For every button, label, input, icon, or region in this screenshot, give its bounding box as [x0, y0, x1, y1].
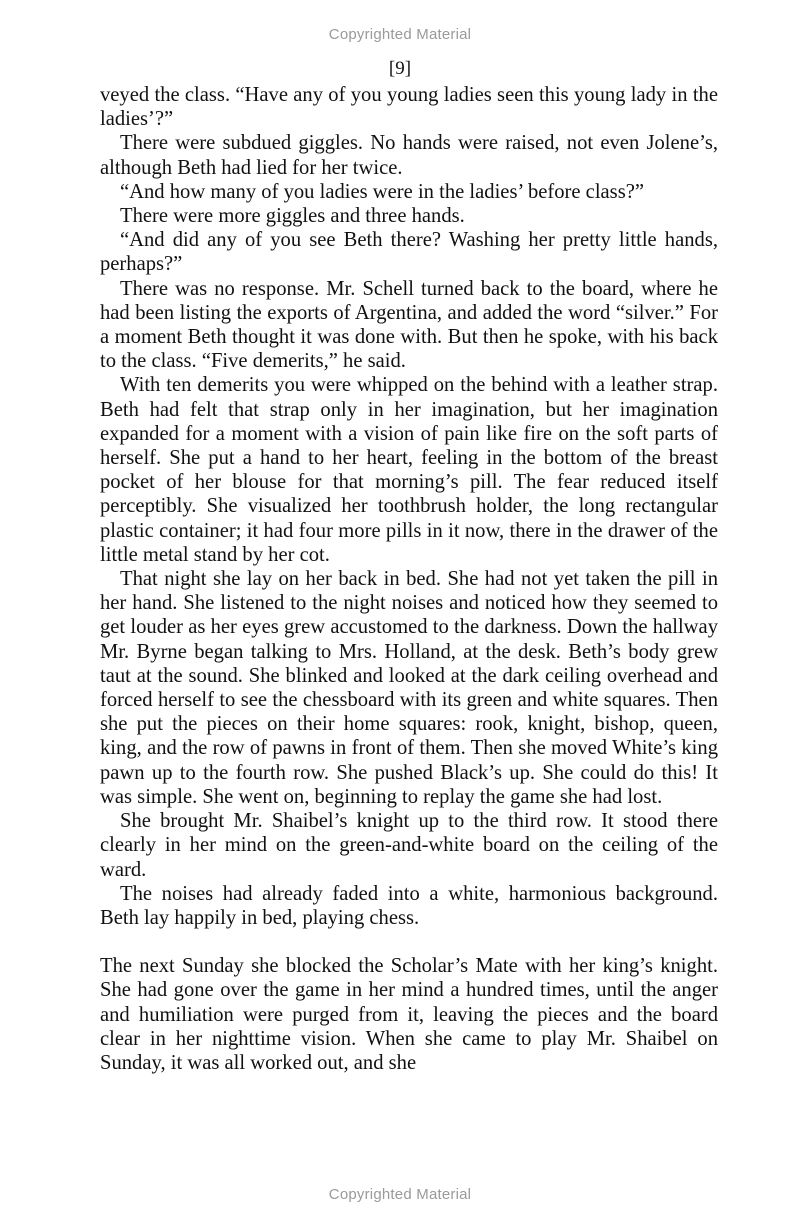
page-number: [9] [388, 58, 412, 79]
paragraph: There was no response. Mr. Schell turned back to the board, where he had been listing the exports of Argentina, and added the word “silver.” For a moment Beth thought it was done with. But then he spoke, with his back to the class. “Five demerits,” he said. [100, 277, 718, 373]
copyright-watermark-top: Copyrighted Material [328, 26, 472, 43]
paragraph: “And did any of you see Beth there? Washing her pretty little hands, perhaps?” [100, 229, 718, 276]
paragraph-section-start: The next Sunday she blocked the Scholar’s Mate with her king’s knight. She had gone over the game in her mind a hundred times, until the anger and humiliation were purged from it, leaving the pieces and the board clear in her nighttime vision. When she came to play Mr. Shaibel on Sunday, it was all worked out, and she [100, 955, 718, 1074]
paragraph: With ten demerits you were whipped on the behind with a leather strap. Beth had felt that strap only in her imagination, but her imagination expanded for a moment with a vision of pain like fire on the soft parts of herself. She put a hand to her heart, feeling in the bottom of the breast pocket of her blouse for that morning’s pill. The fear reduced itself perceptibly. She visualized her toothbrush holder, the long rectangular plastic container; it had four more pills in it now, there in the drawer of the little metal stand by her cot. [100, 374, 718, 566]
body-text [100, 83, 718, 1075]
paragraph-continued: veyed the class. “Have any of you young ladies seen this young lady in the ladies’?” [100, 84, 718, 131]
paragraph: There were more giggles and three hands. [120, 205, 465, 228]
paragraph: She brought Mr. Shaibel’s knight up to the third row. It stood there clearly in her mind on the green-and-white board on the ceiling of the ward. [100, 810, 718, 881]
paragraph: There were subdued giggles. No hands were raised, not even Jolene’s, although Beth had lied for her twice. [100, 132, 718, 179]
copyright-watermark-bottom: Copyrighted Material [328, 1186, 472, 1203]
paragraph: “And how many of you ladies were in the ladies’ before class?” [120, 180, 644, 203]
paragraph: The noises had already faded into a white, harmonious background. Beth lay happily in bed, playing chess. [100, 882, 718, 929]
paragraph: That night she lay on her back in bed. She had not yet taken the pill in her hand. She listened to the night noises and noticed how they seemed to get louder as her eyes grew accustomed to the darkness. Down the hallway Mr. Byrne began talking to Mrs. Holland, at the desk. Beth’s body grew taut at the sound. She blinked and looked at the dark ceiling overhead and forced herself to see the chessboard with its green and white squares. Then she put the pieces on their home squares: rook, knight, bishop, queen, king, and the row of pawns in front of them. Then she moved White’s king pawn up to the fourth row. She pushed Black’s up. She could do this! It was simple. She went on, beginning to replay the game she had lost. [100, 568, 718, 808]
